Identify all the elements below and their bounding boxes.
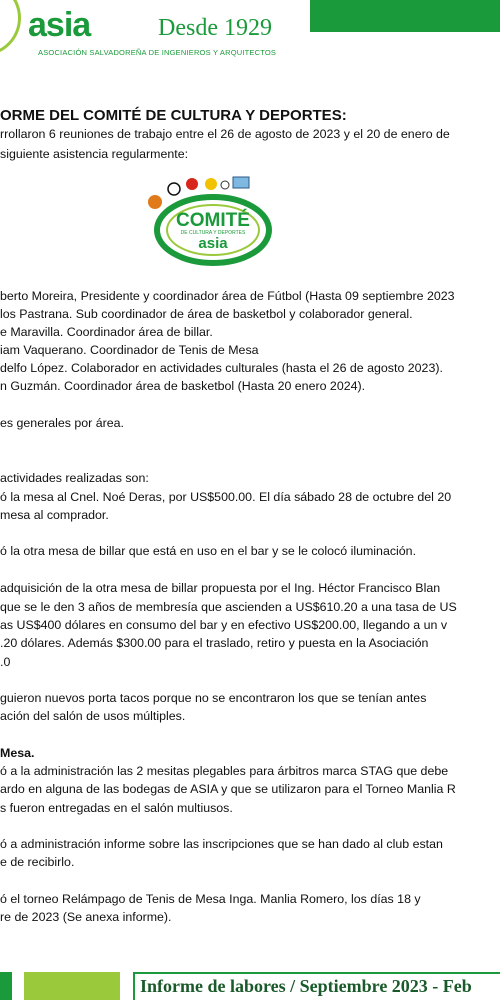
billiards-line-7: .20 dólares. Además $300.00 para el traslado, retiro y puesta en la Asociación (0, 636, 429, 650)
billiards-line-10: ación del salón de usos múltiples. (0, 709, 186, 723)
billiards-line-3: ó la otra mesa de billar que está en uso en el bar y se le colocó iluminación. (0, 544, 417, 558)
activities-intro: actividades realizadas son: (0, 471, 149, 485)
billiards-line-8: .0 (0, 655, 11, 669)
table-tennis-line-7: re de 2023 (Se anexa informe). (0, 910, 172, 924)
billiards-line-9: guieron nuevos porta tacos porque no se encontraron los que se tenían antes (0, 691, 427, 705)
billiards-line-5: que se le den 3 años de membresía que ascienden a US$610.20 a una tasa de US (0, 600, 457, 614)
footer-lightgreen-block (24, 972, 120, 1000)
asia-logo-subtitle: ASOCIACIÓN SALVADOREÑA DE INGENIEROS Y ARQUITECTOS (38, 48, 277, 57)
member-line-5: delfo López. Colaborador en actividades culturales (hasta el 26 de agosto 2023). (0, 361, 443, 375)
committee-logo (147, 172, 273, 268)
committee-logo-ring-text: DE CULTURA Y DEPORTES (180, 230, 246, 236)
billiards-line-1: ó la mesa al Cnel. Noé Deras, por US$500.00. El día sábado 28 de octubre del 20 (0, 490, 452, 504)
table-tennis-line-4: ó a administración informe sobre las inscripciones que se han dado al club estan (0, 837, 443, 851)
member-line-1: berto Moreira, Presidente y coordinador área de Fútbol (Hasta 09 septiembre 2023 (0, 289, 455, 303)
footer-text: Informe de labores / Septiembre 2023 - Feb (140, 976, 472, 996)
table-tennis-line-2: ardo en alguna de las bodegas de ASIA y que se utilizaron para el Torneo Manlia R (0, 782, 456, 796)
basketball-icon (148, 195, 162, 209)
intro-line-1: rrollaron 6 reuniones de trabajo entre el 26 de agosto de 2023 y el 20 de enero de (0, 127, 450, 141)
soccer-ball-icon (168, 183, 180, 195)
table-tennis-heading: Mesa. (0, 746, 35, 760)
ping-pong-paddle-icon (186, 178, 198, 190)
committee-logo-asia: asia (198, 235, 228, 252)
member-line-4: iam Vaquerano. Coordinador de Tenis de Mesa (0, 343, 259, 357)
general-section-line: es generales por área. (0, 416, 124, 430)
table-tennis-line-6: ó el torneo Relámpago de Tenis de Mesa Inga. Manlia Romero, los días 18 y (0, 892, 421, 906)
billiards-line-6: as US$400 dólares en consumo del bar y en efectivo US$200.00, llegando a un v (0, 618, 448, 632)
asia-logo-tagline: Desde 1929 (158, 15, 272, 41)
asia-logo-word: asia (28, 6, 91, 44)
member-line-3: e Maravilla. Coordinador área de billar. (0, 325, 213, 339)
ping-pong-ball-icon (221, 181, 229, 189)
table-tennis-line-5: e de recibirlo. (0, 855, 75, 869)
committee-logo-word: COMITÉ (176, 210, 250, 231)
billiard-ball-icon (205, 178, 217, 190)
report-title: ORME DEL COMITÉ DE CULTURA Y DEPORTES: (0, 107, 347, 124)
table-tennis-line-3: s fueron entregadas en el salón multiusos. (0, 801, 233, 815)
intro-line-2: siguiente asistencia regularmente: (0, 147, 189, 161)
book-icon (233, 177, 249, 188)
footer-green-block (0, 972, 12, 1000)
member-line-2: los Pastrana. Sub coordinador de área de basketbol y colaborador general. (0, 307, 413, 321)
member-line-6: n Guzmán. Coordinador área de basketbol (Hasta 20 enero 2024). (0, 379, 366, 393)
billiards-line-2: mesa al comprador. (0, 508, 109, 522)
billiards-line-4: adquisición de la otra mesa de billar propuesta por el Ing. Héctor Francisco Blan (0, 581, 441, 595)
table-tennis-line-1: ó a la administración las 2 mesitas plegables para árbitros marca STAG que debe (0, 764, 449, 778)
